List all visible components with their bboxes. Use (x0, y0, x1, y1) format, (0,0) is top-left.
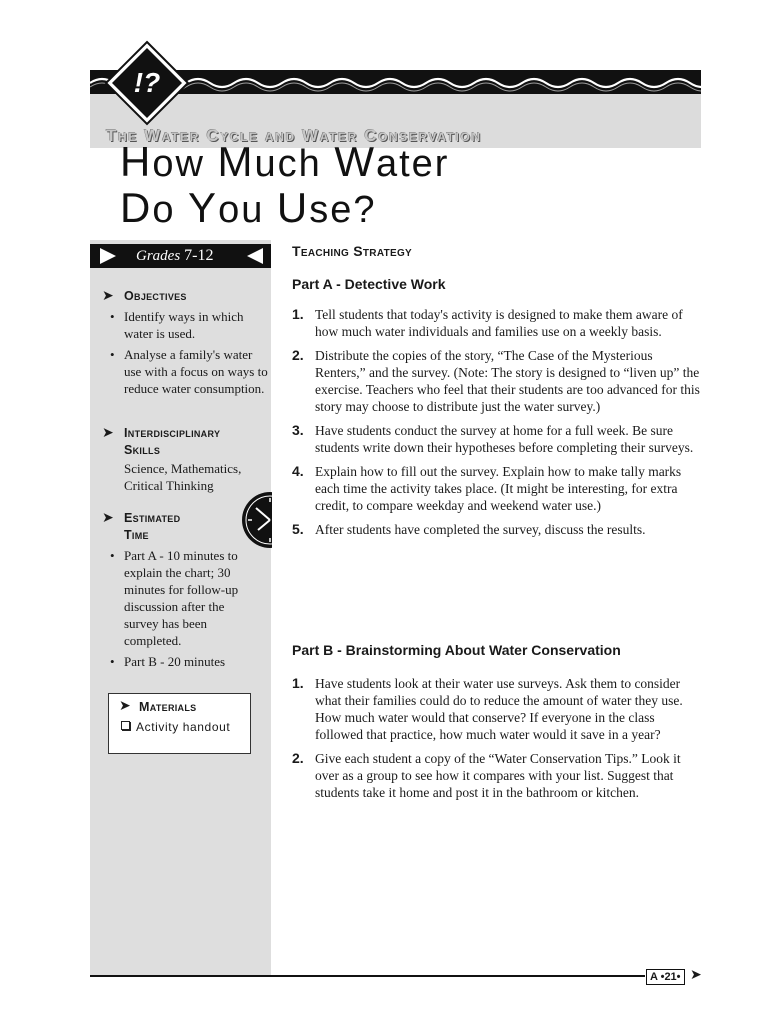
arrow-right-icon: ➤ (690, 967, 702, 983)
part-b-heading: Part B - Brainstorming About Water Conservation (292, 642, 621, 658)
page-title (120, 140, 449, 232)
section-heading: Teaching Strategy (292, 243, 413, 259)
title-line-1: How Much Water (120, 138, 450, 185)
part-b-list (292, 675, 700, 808)
list-item: 5. After students have completed the survey, discuss the results. (292, 521, 646, 537)
list-item: 1. Have students look at their water use surveys. Ask them to consider what their families could do to reduce the amount of water they use. How much water would that conserve? If everyone in the class followed that practice, how much water would it save in a year? (292, 675, 683, 742)
part-a-list (292, 306, 700, 545)
time-list (108, 547, 256, 674)
materials-heading: Materials (139, 700, 197, 714)
materials-item: Activity handout (121, 720, 230, 734)
list-item: 3. Have students conduct the survey at home for a full week. Be sure students write down their hypotheses before completing their surveys. (292, 422, 694, 455)
footer-rule (90, 975, 645, 977)
arrow-bullet-icon: ➤ (102, 288, 114, 304)
grades-bar (90, 244, 271, 268)
clock-icon (236, 490, 272, 550)
list-item: • Identify ways in which water is used. (108, 308, 268, 342)
materials-box (108, 693, 251, 754)
list-item: 4. Explain how to fill out the survey. Explain how to make tally marks each time the activity takes place. (It might be interesting, for extra credit, to compare weekday and weekend water use.) (292, 463, 682, 513)
series-title: The Water Cycle and Water Conservation (106, 126, 482, 145)
list-item: 1. Tell students that today's activity is designed to make them aware of how much water individuals and families use on a weekly basis. (292, 306, 683, 339)
arrow-bullet-icon: ➤ (119, 698, 131, 714)
part-a-heading: Part A - Detective Work (292, 276, 446, 292)
exclamation-question-logo (104, 40, 190, 126)
svg-text:!?: !? (133, 67, 161, 98)
arrow-bullet-icon: ➤ (102, 510, 114, 526)
grades-label: Grades 7-12 (136, 247, 214, 264)
list-item: 2. Distribute the copies of the story, “The Case of the Mysterious Renters,” and the survey. (Note: The story is designed to “liven up” the exercise. Teachers who feel that their students are too advanced for this story may choose to distribute just the water survey.) (292, 347, 700, 414)
list-item: 2. Give each student a copy of the “Water Conservation Tips.” Look it over as a group to see how it compares with your list. Suggest that students take it home and post it in the bathroom or kitchen. (292, 750, 681, 800)
page-number: A •21• (646, 969, 685, 985)
time-heading: Estimated Time (124, 511, 181, 542)
checkbox-icon (121, 721, 130, 730)
objectives-list (108, 308, 268, 401)
arrow-bullet-icon: ➤ (102, 425, 114, 441)
grades-value: 7-12 (184, 247, 214, 264)
list-item: • Part B - 20 minutes (108, 653, 256, 670)
skills-heading: Interdisciplinary Skills (124, 426, 221, 457)
arrow-left-icon (247, 248, 263, 264)
arrow-right-icon (100, 248, 116, 264)
list-item: • Part A - 10 minutes to explain the chart; 30 minutes for follow-up discussion after the survey has been completed. (108, 547, 256, 649)
title-line-2: Do You Use? (120, 184, 377, 231)
list-item: • Analyse a family's water use with a focus on ways to reduce water consumption. (108, 346, 268, 397)
objectives-heading: Objectives (124, 289, 187, 303)
skills-text: Science, Mathematics, Critical Thinking (124, 461, 242, 493)
